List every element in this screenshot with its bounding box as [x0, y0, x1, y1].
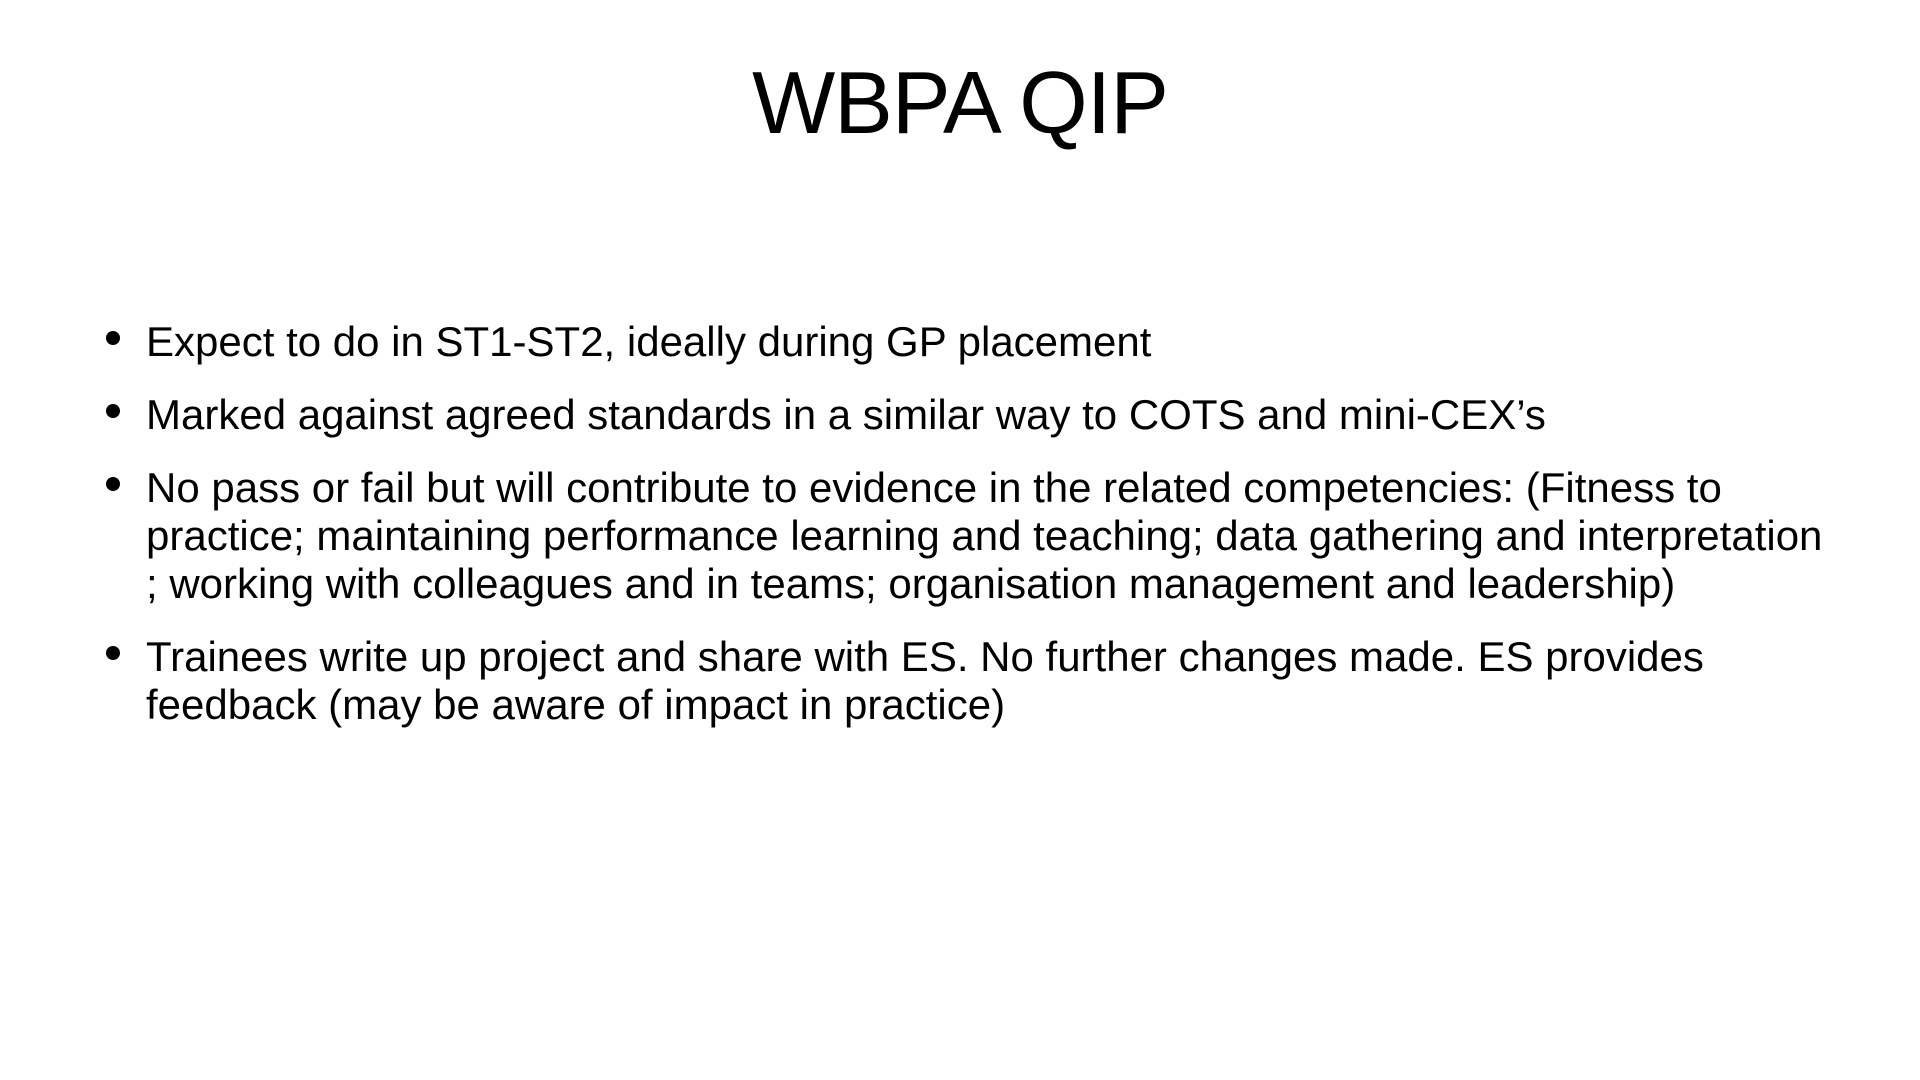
bullet-dot-icon: [106, 331, 120, 345]
bullet-dot-icon: [106, 477, 120, 491]
bullet-text: Trainees write up project and share with ES. No further changes made. ES provides feedback (may be aware of impact in practice): [146, 633, 1704, 728]
bullet-item: [98, 633, 1838, 729]
bullet-text: No pass or fail but will contribute to evidence in the related competencies: (Fitness to practice; maintaining performance learning and teaching; data gathering and interpretation ; working with colleagues and in teams; organisation management and leadership): [146, 464, 1823, 607]
bullet-item: [98, 391, 1838, 439]
slide-title: WBPA QIP: [752, 53, 1168, 152]
bullet-item: [98, 318, 1838, 366]
bullet-text: Expect to do in ST1-ST2, ideally during GP placement: [146, 318, 1152, 365]
bullet-dot-icon: [106, 404, 120, 418]
bullet-text: Marked against agreed standards in a similar way to COTS and mini-CEX’s: [146, 391, 1546, 438]
bullet-list: [98, 318, 1838, 754]
bullet-item: [98, 464, 1838, 608]
bullet-dot-icon: [106, 646, 120, 660]
